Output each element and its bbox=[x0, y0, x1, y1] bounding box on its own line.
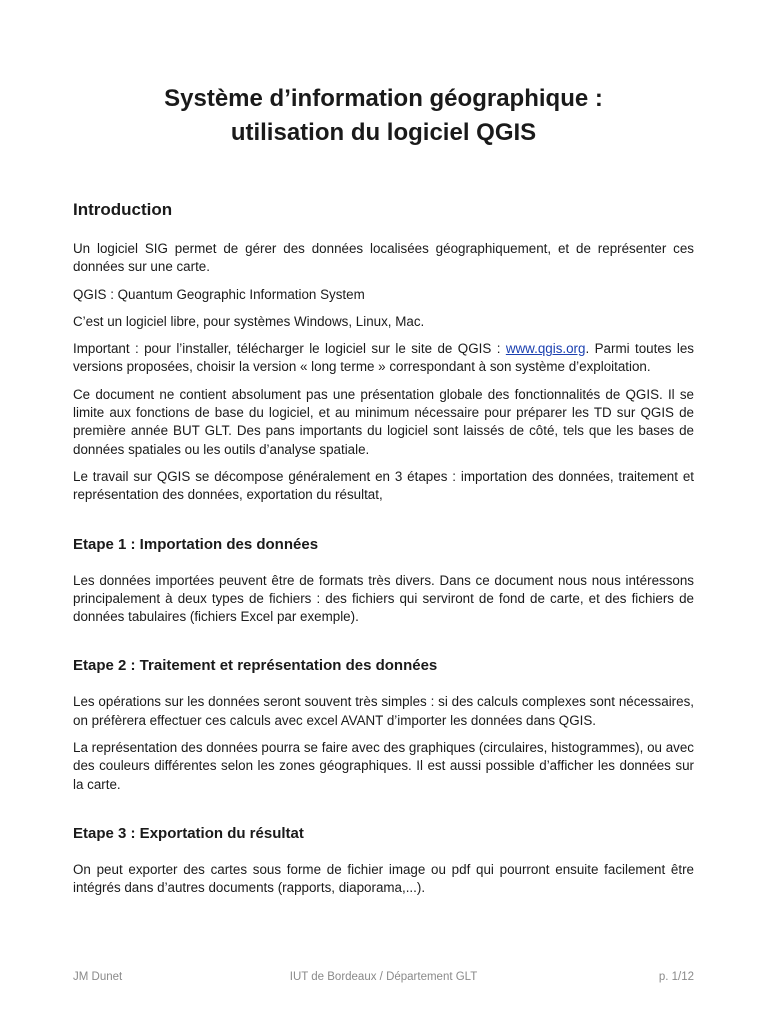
step1-paragraph-1: Les données importées peuvent être de formats très divers. Dans ce document nous nous intéressons principalement à deux types de fichiers : des fichiers qui serviront de fond de carte, et des fichiers de données tabulaires (fichiers Excel par exemple). bbox=[73, 572, 694, 625]
step2-heading: Etape 2 : Traitement et représentation des données bbox=[73, 657, 438, 675]
document-body bbox=[73, 198, 694, 898]
step3-paragraph-1: On peut exporter des cartes sous forme de fichier image ou pdf qui pourront ensuite facilement être intégrés dans d’autres documents (rapports, diaporama,...). bbox=[73, 861, 694, 896]
intro-heading: Introduction bbox=[73, 200, 173, 219]
intro-paragraph-6: Le travail sur QGIS se décompose généralement en 3 étapes : importation des données, traitement et représentation des données, exportation du résultat, bbox=[73, 468, 694, 503]
intro-paragraph-5: Ce document ne contient absolument pas une présentation globale des fonctionnalités de QGIS. Il se limite aux fonctions de base du logiciel, et au minimum nécessaire pour préparer les TD sur QGIS de première année BUT GLT. Des pans importants du logiciel sont laissés de côté, tels que les bases de données spatiales ou les outils d’analyse spatiale. bbox=[73, 386, 694, 457]
step2-paragraph-1: Les opérations sur les données seront souvent très simples : si des calculs complexes sont nécessaires, on préfèrera effectuer ces calculs avec excel AVANT d’importer les données dans QGIS. bbox=[73, 694, 694, 728]
intro-paragraph-1: Un logiciel SIG permet de gérer des données localisées géographiquement, et de représenter ces données sur une carte. bbox=[73, 241, 694, 275]
footer-author: JM Dunet bbox=[73, 971, 123, 983]
title-line-1: Système d’information géographique : bbox=[164, 85, 603, 112]
qgis-website-link[interactable]: www.qgis.org bbox=[505, 341, 586, 357]
intro-paragraph-4 bbox=[73, 340, 694, 377]
title-line-2: utilisation du logiciel QGIS bbox=[230, 119, 537, 146]
page-footer bbox=[73, 971, 694, 987]
intro-paragraph-2: QGIS : Quantum Geographic Information System bbox=[73, 286, 365, 302]
footer-page-number: p. 1/12 bbox=[658, 971, 694, 983]
step1-heading: Etape 1 : Importation des données bbox=[73, 535, 319, 553]
footer-institution: IUT de Bordeaux / Département GLT bbox=[289, 971, 478, 983]
intro-p4-text-after: . Parmi toutes les versions proposées, choisir la version « long terme » correspondant à son système d’exploitation. bbox=[73, 341, 694, 375]
intro-paragraph-3: C’est un logiciel libre, pour systèmes Windows, Linux, Mac. bbox=[73, 313, 425, 329]
page-title bbox=[73, 82, 694, 150]
step2-paragraph-2: La représentation des données pourra se faire avec des graphiques (circulaires, histogrammes), ou avec des couleurs différentes selon les zones géographiques. Il est aussi possible d’afficher les données sur la carte. bbox=[73, 740, 694, 792]
intro-p4-text-before: Important : pour l’installer, télécharger le logiciel sur le site de QGIS : bbox=[73, 341, 506, 357]
step3-heading: Etape 3 : Exportation du résultat bbox=[73, 824, 304, 842]
